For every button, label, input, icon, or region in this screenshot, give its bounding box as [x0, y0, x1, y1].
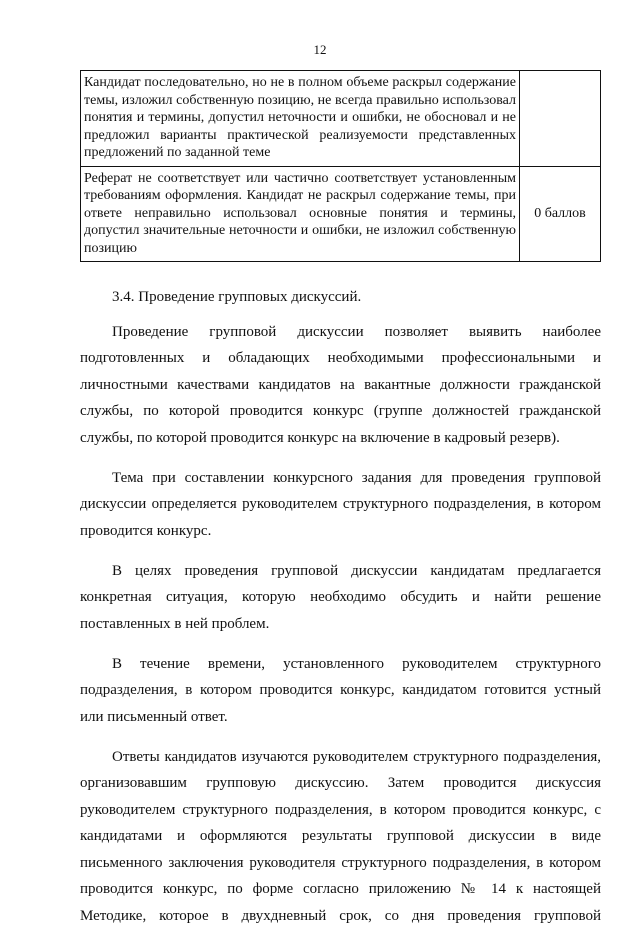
criteria-description: Реферат не соответствует или частично соответствует установленным требованиям оформления. Кандидат не раскрыл содержание темы, при ответе неправильно использовал основные понятия и термины, допустил значительные неточности и ошибки, не изложил собственную позицию [81, 166, 520, 262]
paragraph: Проведение групповой дискуссии позволяет выявить наиболее подготовленных и обладающих необходимыми профессиональными и личностными качествами кандидатов на вакантные должности гражданской службы, по которой проводится конкурс (группе должностей гражданской службы, по которой проводится конкурс на включение в кадровый резерв). [80, 323, 601, 446]
paragraph: В течение времени, установленного руководителем структурного подразделения, в котором проводится конкурс, кандидатом готовится устный или письменный ответ. [80, 655, 601, 725]
table-row [81, 166, 601, 262]
paragraph: В целях проведения групповой дискуссии кандидатам предлагается конкретная ситуация, которую необходимо обсудить и найти решение поставленных в ней проблем. [80, 562, 601, 632]
table-row [81, 71, 601, 167]
criteria-description: Кандидат последовательно, но не в полном объеме раскрыл содержание темы, изложил собственную позицию, не всегда правильно использовал понятия и термины, допустил неточности и ошибки, не обосновал и не предложил варианты практической реализуемости представленных предложений по заданной теме [81, 71, 520, 167]
section-heading: 3.4. Проведение групповых дискуссий. [112, 289, 362, 305]
section-body [80, 284, 601, 943]
criteria-table [80, 70, 601, 262]
page-number: 12 [313, 42, 327, 57]
paragraph: Тема при составлении конкурсного задания для проведения групповой дискуссии определяется руководителем структурного подразделения, в котором проводится конкурс. [80, 469, 601, 539]
criteria-score: 0 баллов [520, 166, 601, 262]
criteria-score [520, 71, 601, 167]
paragraph: Ответы кандидатов изучаются руководителем структурного подразделения, организовавшим групповую дискуссию. Затем проводится дискуссия руководителем структурного подразделения, в котором проводится конкурс, с кандидатами и оформляются результаты групповой дискуссии в виде письменного заключения руководителя структурного подразделения, в котором проводится конкурс, по форме согласно приложению № 14 к настоящей Методике, которое в двухдневный срок, со дня проведения групповой [80, 748, 601, 924]
